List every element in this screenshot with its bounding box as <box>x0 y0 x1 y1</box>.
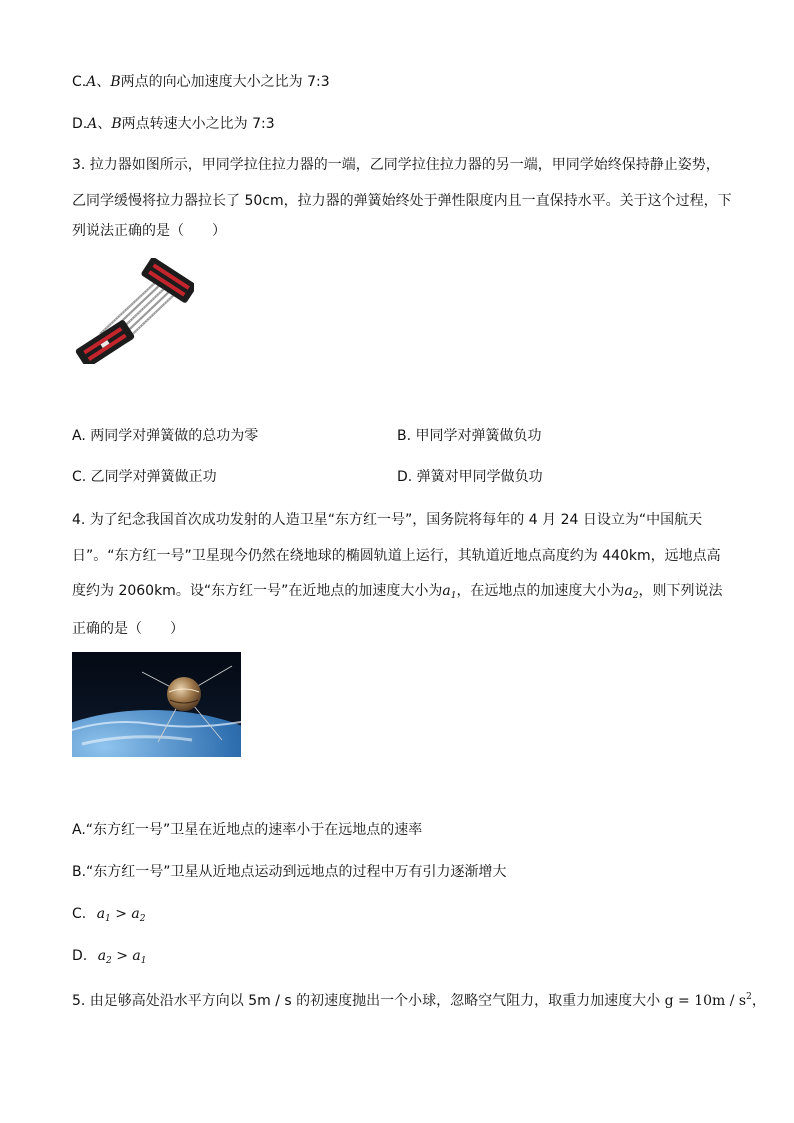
q4-stem-line-1: 4. 为了纪念我国首次成功发射的人造卫星“东方红一号”，国务院将每年的 4 月 24 日设立为“中国航天 <box>72 512 703 528</box>
q4-option-b: B.“东方红一号”卫星从近地点运动到远地点的过程中万有引力逐渐增大 <box>72 864 507 880</box>
q2-option-d-sep: 、 <box>97 116 112 132</box>
q4-var-a1: $a_1$ <box>442 583 457 601</box>
q4-option-a: A.“东方红一号”卫星在近地点的速率小于在远地点的速率 <box>72 822 423 838</box>
q3-option-d: D. 弹簧对甲同学做负功 <box>397 469 543 485</box>
q5-stem-line-1 <box>72 988 766 1010</box>
q2-option-d <box>72 115 275 133</box>
q5-line1-part-a: 5. 由足够高处沿水平方向以 5m / s 的初速度抛出一个小球，忽略空气阻力，取重力加速度大小 <box>72 993 661 1009</box>
q4-stem-line-3 <box>72 582 723 605</box>
q2-option-d-text: 两点转速大小之比为 7:3 <box>121 116 275 132</box>
q2-option-c-point-b: B <box>110 74 121 90</box>
bottom-handle <box>75 319 136 364</box>
q3-stem-line-2: 乙同学缓慢将拉力器拉长了 50cm，拉力器的弹簧始终处于弹性限度内且一直保持水平。关于这个过程，下 <box>72 193 732 209</box>
chest-expander-figure <box>70 258 194 364</box>
q5-gravity-value: $g = 10m / s^2$ <box>664 992 752 1009</box>
q4-stem-line-2: 日”。“东方红一号”卫星现今仍然在绕地球的椭圆轨道上运行，其轨道近地点高度约为 440km，远地点高 <box>72 548 721 564</box>
q4-stem-line-4: 正确的是（ ） <box>72 621 184 637</box>
q4-option-d-prefix: D. <box>72 948 88 964</box>
q2-option-c-point-a: A <box>86 74 97 90</box>
q3-option-a: A. 两同学对弹簧做的总功为零 <box>72 428 259 444</box>
q2-option-c <box>72 73 330 91</box>
q2-option-c-sep: 、 <box>96 74 111 90</box>
q3-stem-line-1: 3. 拉力器如图所示，甲同学拉住拉力器的一端，乙同学拉住拉力器的另一端，甲同学始终保持静止姿势， <box>72 157 720 173</box>
q4-line3-part-a: 度约为 2060km。设“东方红一号”在近地点的加速度大小为 <box>72 583 443 599</box>
q4-line3-part-c: ，则下列说法 <box>638 583 723 599</box>
q4-var-a2: $a_2$ <box>624 583 639 601</box>
q5-line1-part-c: ， <box>751 993 766 1009</box>
q3-option-c: C. 乙同学对弹簧做正功 <box>72 469 217 485</box>
q4-option-c-prefix: C. <box>72 906 87 922</box>
q4-option-c: C. $a_1 > a_2$ <box>72 906 146 924</box>
q2-option-d-point-a: A <box>87 116 98 132</box>
satellite-body <box>167 677 201 711</box>
q2-option-d-prefix: D. <box>72 116 88 132</box>
q2-option-d-point-b: B <box>111 116 122 132</box>
satellite-photo <box>72 652 241 757</box>
q4-option-d: D. $a_2 > a_1$ <box>72 948 147 966</box>
q3-stem-line-3: 列说法正确的是（ ） <box>72 223 226 239</box>
q2-option-c-prefix: C. <box>72 74 87 90</box>
q2-option-c-text: 两点的向心加速度大小之比为 7:3 <box>120 74 330 90</box>
q3-option-b: B. 甲同学对弹簧做负功 <box>397 428 542 444</box>
q4-line3-part-b: ，在远地点的加速度大小为 <box>456 583 625 599</box>
